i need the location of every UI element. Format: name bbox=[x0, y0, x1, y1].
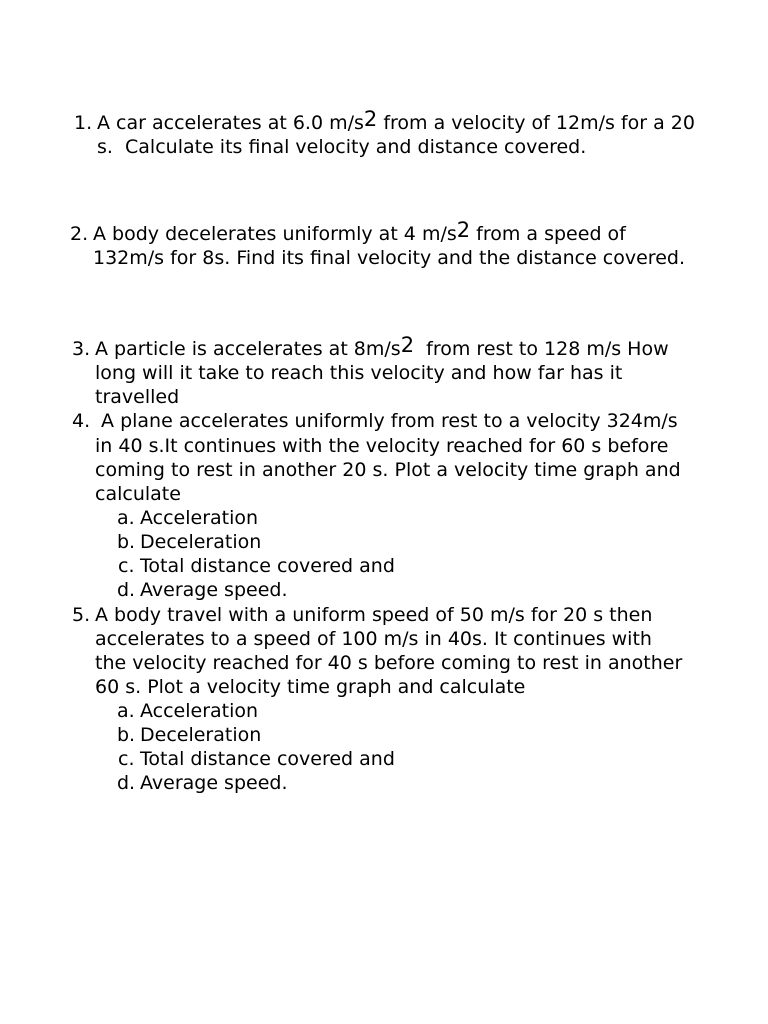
question-text: from a speed of bbox=[470, 223, 626, 245]
sub-item-text: Acceleration bbox=[140, 507, 259, 529]
sub-item-text: Average speed. bbox=[140, 579, 288, 601]
exponent: 2 bbox=[400, 333, 415, 357]
sub-item-label: d. bbox=[117, 579, 136, 601]
question-text-line bbox=[95, 333, 669, 361]
sub-item-text: Average speed. bbox=[140, 772, 288, 794]
question-text-line: 60 s. Plot a velocity time graph and calculate bbox=[95, 676, 526, 698]
question-text-line: accelerates to a speed of 100 m/s in 40s. It continues with bbox=[95, 628, 652, 650]
question-number: 3. bbox=[72, 338, 91, 360]
sub-item-text: Total distance covered and bbox=[140, 748, 395, 770]
question-text-line bbox=[97, 107, 695, 135]
question-text-line: long will it take to reach this velocity and how far has it bbox=[95, 362, 623, 384]
question-text-line: coming to rest in another 20 s. Plot a velocity time graph and bbox=[95, 459, 681, 481]
question-text-line: the velocity reached for 40 s before coming to rest in another bbox=[95, 652, 683, 674]
sub-item-label: a. bbox=[117, 700, 135, 722]
question-text-line bbox=[93, 218, 626, 246]
question-text: A car accelerates at 6.0 m/s bbox=[97, 112, 364, 134]
question-text-line: s. Calculate its final velocity and distance covered. bbox=[97, 136, 587, 158]
question-text-line: travelled bbox=[95, 386, 180, 408]
sub-item-text: Total distance covered and bbox=[140, 555, 395, 577]
sub-item-label: b. bbox=[117, 724, 136, 746]
sub-item-label: d. bbox=[117, 772, 136, 794]
question-text: A body decelerates uniformly at 4 m/s bbox=[93, 223, 457, 245]
sub-item-label: c. bbox=[118, 555, 135, 577]
sub-item-text: Acceleration bbox=[140, 700, 259, 722]
exponent: 2 bbox=[456, 218, 471, 242]
question-number: 1. bbox=[74, 112, 93, 134]
question-number: 4. bbox=[72, 410, 91, 432]
question-text-line: 132m/s for 8s. Find its final velocity and the distance covered. bbox=[93, 247, 685, 269]
sub-item-label: a. bbox=[117, 507, 135, 529]
question-text: A particle is accelerates at 8m/s bbox=[95, 338, 401, 360]
sub-item-text: Deceleration bbox=[140, 531, 262, 553]
sub-item-label: c. bbox=[118, 748, 135, 770]
sub-item-text: Deceleration bbox=[140, 724, 262, 746]
question-text-line: in 40 s.It continues with the velocity reached for 60 s before bbox=[95, 435, 669, 457]
exponent: 2 bbox=[363, 107, 378, 131]
question-text: from rest to 128 m/s How bbox=[414, 338, 669, 360]
question-number: 5. bbox=[72, 604, 91, 626]
question-text-line: A plane accelerates uniformly from rest to a velocity 324m/s bbox=[95, 410, 678, 432]
sub-item-label: b. bbox=[117, 531, 136, 553]
question-text: from a velocity of 12m/s for a 20 bbox=[377, 112, 695, 134]
question-text-line: A body travel with a uniform speed of 50 m/s for 20 s then bbox=[95, 604, 653, 626]
question-text-line: calculate bbox=[95, 483, 181, 505]
question-number: 2. bbox=[70, 223, 89, 245]
